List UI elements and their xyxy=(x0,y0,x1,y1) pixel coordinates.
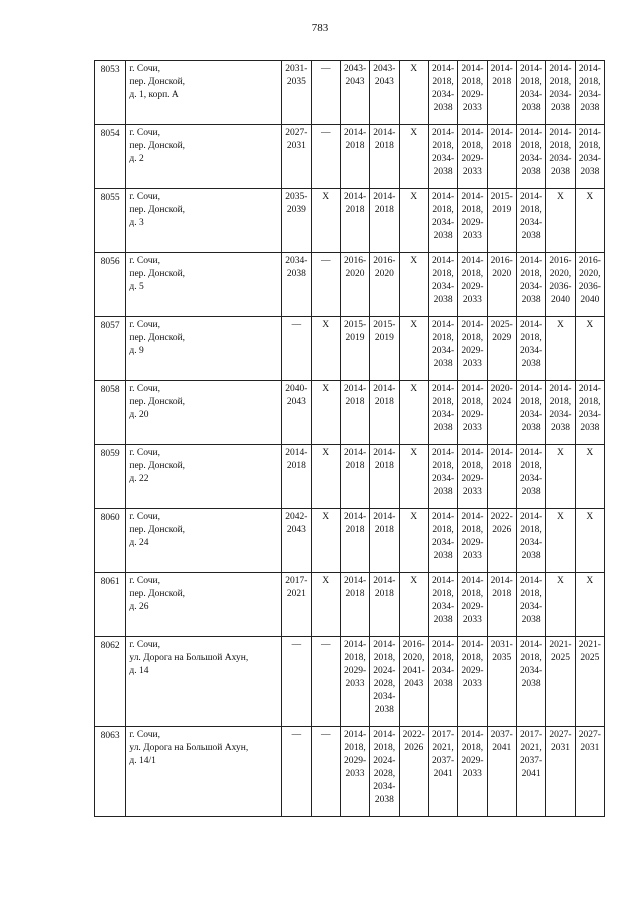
table-cell: X xyxy=(546,573,575,637)
table-cell: 2027- 2031 xyxy=(282,125,311,189)
table-cell: 2042- 2043 xyxy=(282,509,311,573)
table-row xyxy=(95,727,605,817)
table-cell: 2017- 2021 xyxy=(282,573,311,637)
table-cell: 2014- 2018, 2034- 2038 xyxy=(428,509,457,573)
table-cell: 2016- 2020 xyxy=(487,253,516,317)
table-cell: 2014- 2018 xyxy=(340,509,369,573)
table-cell: 2014- 2018, 2029- 2033 xyxy=(458,317,487,381)
table-cell: X xyxy=(399,317,428,381)
row-number: 8055 xyxy=(95,189,126,253)
row-number: 8061 xyxy=(95,573,126,637)
table-cell: 2014- 2018, 2034- 2038 xyxy=(516,189,545,253)
table-cell: 2021- 2025 xyxy=(546,637,575,727)
table-cell: X xyxy=(399,61,428,125)
table-cell: 2014- 2018, 2034- 2038 xyxy=(516,125,545,189)
table-cell: 2014- 2018, 2034- 2038 xyxy=(516,637,545,727)
row-number: 8063 xyxy=(95,727,126,817)
table-cell: X xyxy=(575,445,604,509)
table-cell: 2016- 2020, 2036- 2040 xyxy=(575,253,604,317)
table-cell: 2034- 2038 xyxy=(282,253,311,317)
table-cell: 2016- 2020 xyxy=(340,253,369,317)
table-cell: 2014- 2018, 2034- 2038 xyxy=(575,381,604,445)
table-cell: 2014- 2018, 2034- 2038 xyxy=(546,381,575,445)
table-cell: 2014- 2018 xyxy=(340,381,369,445)
table-cell: 2016- 2020, 2041- 2043 xyxy=(399,637,428,727)
table-cell: 2014- 2018, 2029- 2033 xyxy=(458,61,487,125)
row-number: 8060 xyxy=(95,509,126,573)
table-cell: X xyxy=(575,189,604,253)
table-cell: 2015- 2019 xyxy=(340,317,369,381)
table-cell: 2014- 2018, 2034- 2038 xyxy=(428,317,457,381)
table-cell: X xyxy=(546,189,575,253)
table-cell: 2040- 2043 xyxy=(282,381,311,445)
table-cell: 2014- 2018, 2034- 2038 xyxy=(428,381,457,445)
table-cell: X xyxy=(399,445,428,509)
table-cell: 2014- 2018 xyxy=(487,125,516,189)
table-cell: 2022- 2026 xyxy=(399,727,428,817)
table-row xyxy=(95,445,605,509)
table-row xyxy=(95,61,605,125)
table-cell: 2014- 2018 xyxy=(487,445,516,509)
table-cell: 2014- 2018, 2029- 2033 xyxy=(458,509,487,573)
table-cell: 2014- 2018 xyxy=(370,381,399,445)
table-cell: X xyxy=(546,509,575,573)
row-number: 8059 xyxy=(95,445,126,509)
table-cell: 2014- 2018, 2034- 2038 xyxy=(546,61,575,125)
table-cell: 2014- 2018, 2034- 2038 xyxy=(428,125,457,189)
table-cell: X xyxy=(575,573,604,637)
table-cell: 2014- 2018, 2034- 2038 xyxy=(428,573,457,637)
row-number: 8056 xyxy=(95,253,126,317)
table-cell: 2037- 2041 xyxy=(487,727,516,817)
table-cell: 2014- 2018, 2034- 2038 xyxy=(428,253,457,317)
table-cell: X xyxy=(575,317,604,381)
table-cell: X xyxy=(311,573,340,637)
table-cell: X xyxy=(399,573,428,637)
row-address: г. Сочи, пер. Донской, д. 9 xyxy=(126,317,282,381)
table-cell: 2014- 2018, 2029- 2033 xyxy=(458,637,487,727)
table-row xyxy=(95,637,605,727)
table-cell: 2014- 2018, 2029- 2033 xyxy=(340,637,369,727)
table-cell: 2014- 2018 xyxy=(487,61,516,125)
table-cell: 2014- 2018 xyxy=(370,189,399,253)
table-cell: 2017- 2021, 2037- 2041 xyxy=(516,727,545,817)
table-cell: 2020- 2024 xyxy=(487,381,516,445)
table-cell: 2027- 2031 xyxy=(546,727,575,817)
table-cell: 2014- 2018, 2034- 2038 xyxy=(516,573,545,637)
table-cell: 2014- 2018, 2034- 2038 xyxy=(516,509,545,573)
row-address: г. Сочи, ул. Дорога на Большой Ахун, д. 14/1 xyxy=(126,727,282,817)
table-row xyxy=(95,317,605,381)
table-row xyxy=(95,125,605,189)
table-cell: 2014- 2018, 2034- 2038 xyxy=(516,381,545,445)
table-cell: 2043- 2043 xyxy=(370,61,399,125)
table-cell: 2017- 2021, 2037- 2041 xyxy=(428,727,457,817)
table-cell: 2014- 2018 xyxy=(340,573,369,637)
row-address: г. Сочи, пер. Донской, д. 1, корп. А xyxy=(126,61,282,125)
table-cell: X xyxy=(399,125,428,189)
row-number: 8054 xyxy=(95,125,126,189)
table-cell: 2014- 2018, 2034- 2038 xyxy=(516,61,545,125)
row-address: г. Сочи, пер. Донской, д. 22 xyxy=(126,445,282,509)
table-row xyxy=(95,573,605,637)
table-cell: 2027- 2031 xyxy=(575,727,604,817)
table-cell: 2014- 2018, 2024- 2028, 2034- 2038 xyxy=(370,727,399,817)
table-cell: X xyxy=(399,381,428,445)
table-row xyxy=(95,253,605,317)
row-address: г. Сочи, пер. Донской, д. 20 xyxy=(126,381,282,445)
row-address: г. Сочи, пер. Донской, д. 5 xyxy=(126,253,282,317)
table-cell: X xyxy=(311,509,340,573)
table-cell: 2014- 2018, 2034- 2038 xyxy=(428,189,457,253)
table-cell: 2025- 2029 xyxy=(487,317,516,381)
table-cell: X xyxy=(546,445,575,509)
table-row xyxy=(95,509,605,573)
table-cell: 2014- 2018, 2034- 2038 xyxy=(575,125,604,189)
data-table xyxy=(94,60,605,817)
table-cell: 2014- 2018, 2034- 2038 xyxy=(428,445,457,509)
table-cell: 2014- 2018 xyxy=(370,445,399,509)
table-cell: 2014- 2018, 2029- 2033 xyxy=(458,727,487,817)
table-cell: 2043- 2043 xyxy=(340,61,369,125)
table-cell: 2014- 2018 xyxy=(340,445,369,509)
table-cell: 2016- 2020, 2036- 2040 xyxy=(546,253,575,317)
table-cell: 2031- 2035 xyxy=(282,61,311,125)
table-cell: — xyxy=(311,727,340,817)
table-cell: 2015- 2019 xyxy=(370,317,399,381)
table-cell: 2014- 2018 xyxy=(370,509,399,573)
table-cell: X xyxy=(399,189,428,253)
table-cell: X xyxy=(546,317,575,381)
table-cell: X xyxy=(399,253,428,317)
page-number: 783 xyxy=(311,22,329,34)
table-cell: X xyxy=(311,317,340,381)
row-number: 8053 xyxy=(95,61,126,125)
table-cell: 2014- 2018, 2029- 2033 xyxy=(458,189,487,253)
row-address: г. Сочи, ул. Дорога на Большой Ахун, д. 14 xyxy=(126,637,282,727)
table-cell: 2016- 2020 xyxy=(370,253,399,317)
table-cell: 2014- 2018, 2034- 2038 xyxy=(546,125,575,189)
table-row xyxy=(95,189,605,253)
table-cell: 2022- 2026 xyxy=(487,509,516,573)
table-cell: X xyxy=(399,509,428,573)
table-cell: X xyxy=(311,445,340,509)
row-address: г. Сочи, пер. Донской, д. 26 xyxy=(126,573,282,637)
table-cell: — xyxy=(282,637,311,727)
row-number: 8062 xyxy=(95,637,126,727)
table-cell: 2014- 2018, 2029- 2033 xyxy=(458,125,487,189)
table-row xyxy=(95,381,605,445)
table-cell: 2014- 2018, 2034- 2038 xyxy=(428,61,457,125)
table-cell: 2021- 2025 xyxy=(575,637,604,727)
table-cell: 2031- 2035 xyxy=(487,637,516,727)
table-cell: 2014- 2018, 2034- 2038 xyxy=(428,637,457,727)
table-cell: 2015- 2019 xyxy=(487,189,516,253)
table-cell: 2014- 2018, 2029- 2033 xyxy=(458,381,487,445)
table-cell: 2014- 2018 xyxy=(340,125,369,189)
row-address: г. Сочи, пер. Донской, д. 3 xyxy=(126,189,282,253)
table-cell: 2014- 2018, 2029- 2033 xyxy=(340,727,369,817)
table-cell: — xyxy=(282,317,311,381)
table-cell: 2014- 2018, 2034- 2038 xyxy=(516,317,545,381)
table-cell: — xyxy=(311,61,340,125)
table-cell: — xyxy=(282,727,311,817)
table-cell: 2014- 2018 xyxy=(487,573,516,637)
table-cell: X xyxy=(311,189,340,253)
row-number: 8057 xyxy=(95,317,126,381)
table-cell: 2014- 2018, 2034- 2038 xyxy=(516,445,545,509)
table-cell: 2014- 2018 xyxy=(370,125,399,189)
table-cell: 2014- 2018, 2029- 2033 xyxy=(458,573,487,637)
table-cell: X xyxy=(575,509,604,573)
table-cell: X xyxy=(311,381,340,445)
table-cell: 2014- 2018, 2034- 2038 xyxy=(516,253,545,317)
table-cell: — xyxy=(311,637,340,727)
row-address: г. Сочи, пер. Донской, д. 24 xyxy=(126,509,282,573)
table-cell: 2014- 2018, 2034- 2038 xyxy=(575,61,604,125)
table-cell: 2014- 2018 xyxy=(370,573,399,637)
table-cell: 2014- 2018 xyxy=(340,189,369,253)
table-cell: 2035- 2039 xyxy=(282,189,311,253)
table-cell: 2014- 2018, 2029- 2033 xyxy=(458,253,487,317)
row-number: 8058 xyxy=(95,381,126,445)
table-cell: 2014- 2018, 2024- 2028, 2034- 2038 xyxy=(370,637,399,727)
table-cell: — xyxy=(311,125,340,189)
table-cell: 2014- 2018 xyxy=(282,445,311,509)
table-cell: — xyxy=(311,253,340,317)
table-cell: 2014- 2018, 2029- 2033 xyxy=(458,445,487,509)
row-address: г. Сочи, пер. Донской, д. 2 xyxy=(126,125,282,189)
